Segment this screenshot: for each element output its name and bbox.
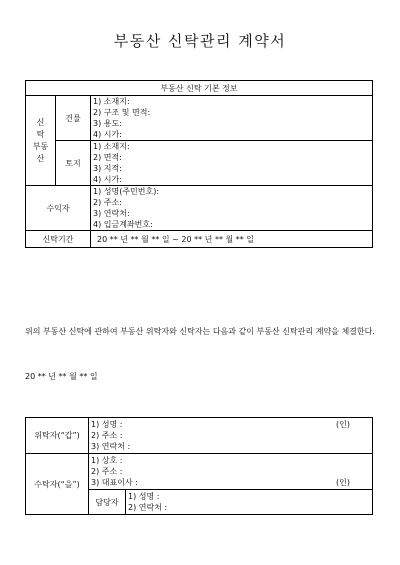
- contract-date: 20 ** 년 ** 월 ** 일: [25, 372, 98, 381]
- trustee-seal: (인): [336, 478, 350, 487]
- land-market-price: 4) 시가:: [93, 175, 122, 184]
- trustor-details: [89, 418, 373, 454]
- trustor-seal: (인): [336, 420, 350, 429]
- trust-info-table: [25, 80, 373, 248]
- beneficiary-name-id: 1) 성명(주민번호):: [93, 187, 160, 196]
- building-details: [91, 96, 373, 141]
- trustor-label: 위탁자(“갑”): [26, 418, 89, 454]
- beneficiary-contact: 3) 연락처:: [93, 209, 130, 218]
- trust-info-header: 부동산 신탁 기본 정보: [26, 81, 373, 96]
- trustee-ceo-row: [89, 477, 372, 488]
- land-location: 1) 소재지:: [93, 142, 130, 151]
- beneficiary-label: 수익자: [26, 186, 91, 231]
- party-table: [25, 417, 373, 515]
- building-label: 건물: [56, 96, 91, 141]
- trustor-address: 2) 주소 :: [91, 431, 123, 440]
- document-title: 부동산 신탁관리 계약서: [113, 32, 287, 50]
- trustor-contact: 3) 연락처 :: [91, 442, 131, 451]
- land-label: 토지: [56, 141, 91, 186]
- trust-property-label: 신 탁 부동 산: [26, 96, 56, 186]
- building-use: 3) 용도:: [93, 119, 122, 128]
- trustor-name: 1) 성명 :: [91, 420, 123, 429]
- beneficiary-address: 2) 주소:: [93, 198, 122, 207]
- trustee-details: [89, 454, 373, 490]
- land-details: [91, 141, 373, 186]
- trustee-address: 2) 주소 :: [91, 467, 123, 476]
- trustee-ceo: 3) 대표이사 :: [91, 478, 138, 487]
- land-cadastre: 3) 지적:: [93, 164, 122, 173]
- building-market-price: 4) 시가:: [93, 130, 122, 139]
- manager-name: 1) 성명 :: [128, 492, 160, 501]
- contract-paragraph: 위의 부동산 신탁에 관하여 부동산 위탁자와 신탁자는 다음과 같이 부동산 신탁관리 계약을 체결한다.: [25, 327, 375, 336]
- beneficiary-account: 4) 입금계좌번호:: [93, 220, 153, 229]
- building-structure-area: 2) 구조 및 면적:: [93, 108, 151, 117]
- manager-details: [126, 490, 373, 515]
- manager-label: 담당자: [89, 490, 126, 515]
- beneficiary-details: [91, 186, 373, 231]
- trust-period-value: 20 ** 년 ** 월 ** 일 ~ 20 ** 년 ** 월 ** 일: [91, 231, 373, 248]
- trustee-trade-name: 1) 상호 :: [91, 456, 123, 465]
- building-location: 1) 소재지:: [93, 97, 130, 106]
- manager-contact: 2) 연락처 :: [128, 503, 168, 512]
- trustee-label: 수탁자(“을”): [26, 454, 89, 515]
- trustor-name-row: [89, 419, 372, 430]
- land-area: 2) 면적:: [93, 153, 122, 162]
- trust-period-label: 신탁기간: [26, 231, 91, 248]
